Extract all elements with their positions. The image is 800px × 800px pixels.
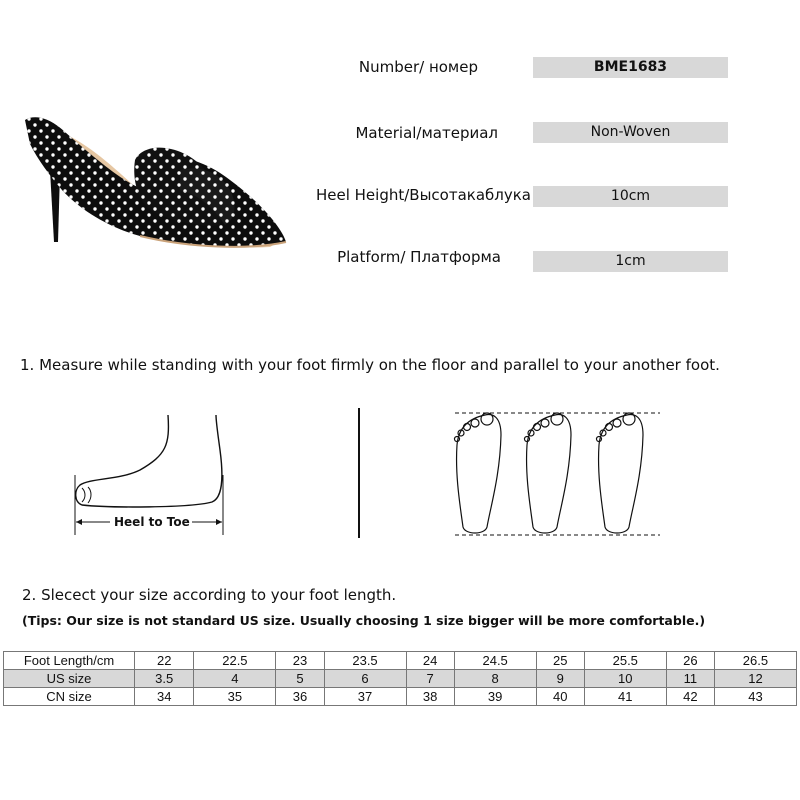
table-row (4, 652, 797, 670)
divider (358, 408, 360, 538)
row-label: Foot Length/cm (4, 652, 135, 670)
table-cell: 10 (584, 670, 666, 688)
spec-value-heel-height: 10cm (533, 186, 728, 207)
table-cell: 25 (536, 652, 584, 670)
table-cell: 26 (666, 652, 714, 670)
table-cell: 43 (714, 688, 796, 706)
table-cell: 41 (584, 688, 666, 706)
step-1-instruction: 1. Measure while standing with your foot firmly on the floor and parallel to your another foot. (20, 356, 720, 374)
spec-value-platform: 1cm (533, 251, 728, 272)
table-cell: 25.5 (584, 652, 666, 670)
spec-value-material: Non-Woven (533, 122, 728, 143)
table-cell: 4 (194, 670, 276, 688)
table-cell: 12 (714, 670, 796, 688)
table-cell: 39 (454, 688, 536, 706)
table-cell: 35 (194, 688, 276, 706)
table-cell: 22 (135, 652, 194, 670)
table-cell: 6 (324, 670, 406, 688)
table-cell: 36 (276, 688, 324, 706)
table-cell: 34 (135, 688, 194, 706)
heel-to-toe-label: Heel to Toe (114, 515, 190, 529)
spec-label-number: Number/ номер (358, 58, 478, 76)
table-cell: 11 (666, 670, 714, 688)
size-table (3, 651, 797, 706)
table-cell: 5 (276, 670, 324, 688)
product-image (20, 110, 295, 270)
table-cell: 40 (536, 688, 584, 706)
size-tips: (Tips: Our size is not standard US size. Usually choosing 1 size bigger will be more comfortable.) (22, 613, 706, 628)
table-cell: 22.5 (194, 652, 276, 670)
table-cell: 8 (454, 670, 536, 688)
table-cell: 24.5 (454, 652, 536, 670)
foot-top-diagram (445, 405, 665, 545)
table-cell: 7 (406, 670, 454, 688)
table-cell: 23 (276, 652, 324, 670)
table-cell: 23.5 (324, 652, 406, 670)
table-cell: 42 (666, 688, 714, 706)
table-cell: 37 (324, 688, 406, 706)
table-row (4, 670, 797, 688)
spec-value-number: BME1683 (533, 57, 728, 78)
table-cell: 3.5 (135, 670, 194, 688)
table-row (4, 688, 797, 706)
step-2-instruction: 2. Slecect your size according to your foot length. (22, 586, 397, 604)
row-label: CN size (4, 688, 135, 706)
table-cell: 38 (406, 688, 454, 706)
row-label: US size (4, 670, 135, 688)
spec-label-heel-height: Heel Height/Высотакаблука (315, 186, 531, 204)
spec-label-material: Material/материал (355, 124, 498, 142)
spec-label-platform: Platform/ Платформа (337, 248, 501, 266)
table-cell: 26.5 (714, 652, 796, 670)
table-cell: 24 (406, 652, 454, 670)
table-cell: 9 (536, 670, 584, 688)
